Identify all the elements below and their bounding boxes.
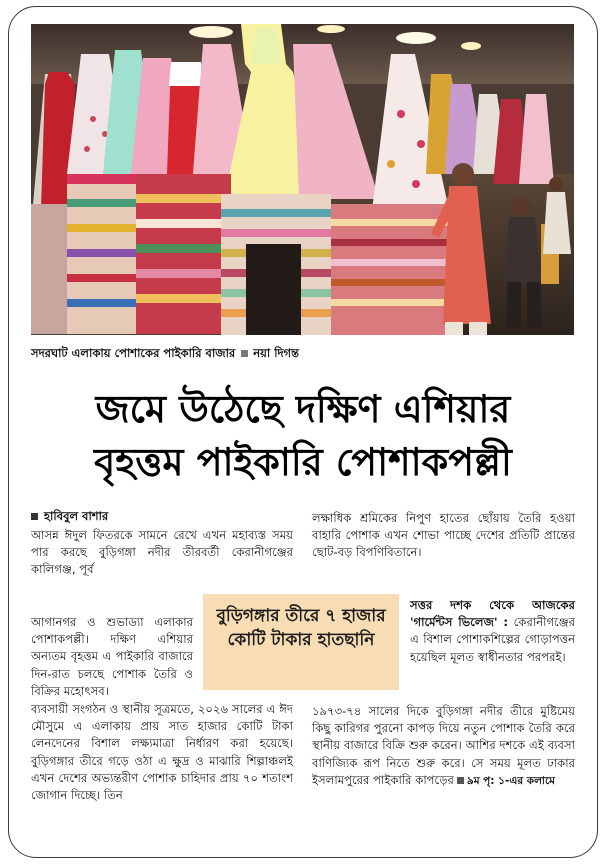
byline bbox=[31, 508, 108, 527]
pull-quote-box bbox=[203, 594, 399, 690]
garment-market-photo bbox=[31, 24, 574, 335]
body-paragraph: কেরানীগঞ্জের এ বিশাল পোশাকশিল্পের গোড়াপত্তন হয়েছিল মূলত স্বাধীনতার পরপরই। bbox=[410, 615, 575, 664]
body-col2-top bbox=[312, 510, 575, 562]
byline-square-icon bbox=[31, 513, 38, 520]
headline-line-1: জমে উঠেছে দক্ষিণ এশিয়ার bbox=[95, 387, 511, 431]
body-paragraph: ব্যবসায়ী সংগঠন ও স্থানীয় সূত্রমতে, ২০২৬ সালের এ ঈদ মৌসুমে এ এলাকায় প্রায় সাত হাজার কোটি টাকা লেনদেনের বিশাল লক্ষ্যমাত্রা নির্ধারণ করা হয়েছে। বুড়িগঙ্গার তীরে গড়ে ওঠা এ ক্ষুদ্র ও মাঝারি শিল্পাঞ্চলই এখন দেশের অভ্যন্তরীণ পোশাক চাহিদার প্রায় ৭০ শতাংশ জোগান দিচ্ছে। তিন bbox=[31, 702, 293, 803]
photo-credit: নয়া দিগন্ত bbox=[253, 346, 300, 360]
body-paragraph: আগানগর ও শুভাড্যা এলাকার পোশাকপল্লী। দক্ষিণ এশিয়ার অন্যতম বৃহত্তম এ পাইকারি বাজারে দিন-রাত চলছে পোশাক তৈরি ও বিক্রির মহোৎসব। bbox=[31, 615, 193, 698]
body-col2-bottom bbox=[312, 703, 575, 790]
pull-quote-text: বুড়িগঙ্গার তীরে ৭ হাজার কোটি টাকার হাতছানি bbox=[216, 606, 386, 650]
body-paragraph: লক্ষাধিক শ্রমিকের নিপুণ হাতের ছোঁয়ায় তৈরি হওয়া বাহারি পোশাক এখন শোভা পাচ্ছে দেশের প্রতিটি প্রান্তের ছোট-বড় বিপণিবিতানে। bbox=[312, 511, 575, 560]
body-paragraph: ১৯৭৩-৭৪ সালের দিকে বুড়িগঙ্গা নদীর তীরে মুষ্টিমেয় কিছু কারিগর পুরনো কাপড় দিয়ে নতুন পোশাক তৈরি করে স্থানীয় বাজারে বিক্রি শুরু করেন। আশির দশকে এই ব্যবসা বাণিজ্যিক রূপ নিতে শুরু করে। সে সময় মূলত ঢাকার ইসলামপুরের পাইকারি কাপড়ের bbox=[312, 704, 575, 787]
continuation-note bbox=[454, 775, 555, 787]
body-col1-narrow bbox=[31, 614, 193, 700]
headline-line-2: বৃহত্তম পাইকারি পোশাকপল্লী bbox=[94, 440, 512, 484]
subheading: সত্তর দশক থেকে আজকের 'গার্মেন্টস ভিলেজ' : bbox=[410, 598, 575, 630]
body-paragraph: আসন্ন ঈদুল ফিতরকে সামনে রেখে এখন মহাব্যস্ত সময় পার করছে বুড়িগঙ্গা নদীর তীরবর্তী কেরানীগঞ্জের কালিগঞ্জ, পূর্ব bbox=[31, 528, 293, 577]
body-col1-bottom bbox=[31, 701, 293, 804]
body-col2-narrow bbox=[410, 597, 575, 666]
continuation-text: ৯ম পৃ: ১-এর কলামে bbox=[466, 774, 556, 787]
photo-caption bbox=[31, 345, 574, 364]
separator-square-icon bbox=[241, 350, 248, 357]
author-name: হাবিবুল বাশার bbox=[44, 509, 109, 523]
body-col1-top bbox=[31, 527, 293, 579]
jump-square-icon bbox=[457, 777, 464, 784]
caption-text: সদরঘাট এলাকায় পোশাকের পাইকারি বাজার bbox=[31, 346, 236, 360]
